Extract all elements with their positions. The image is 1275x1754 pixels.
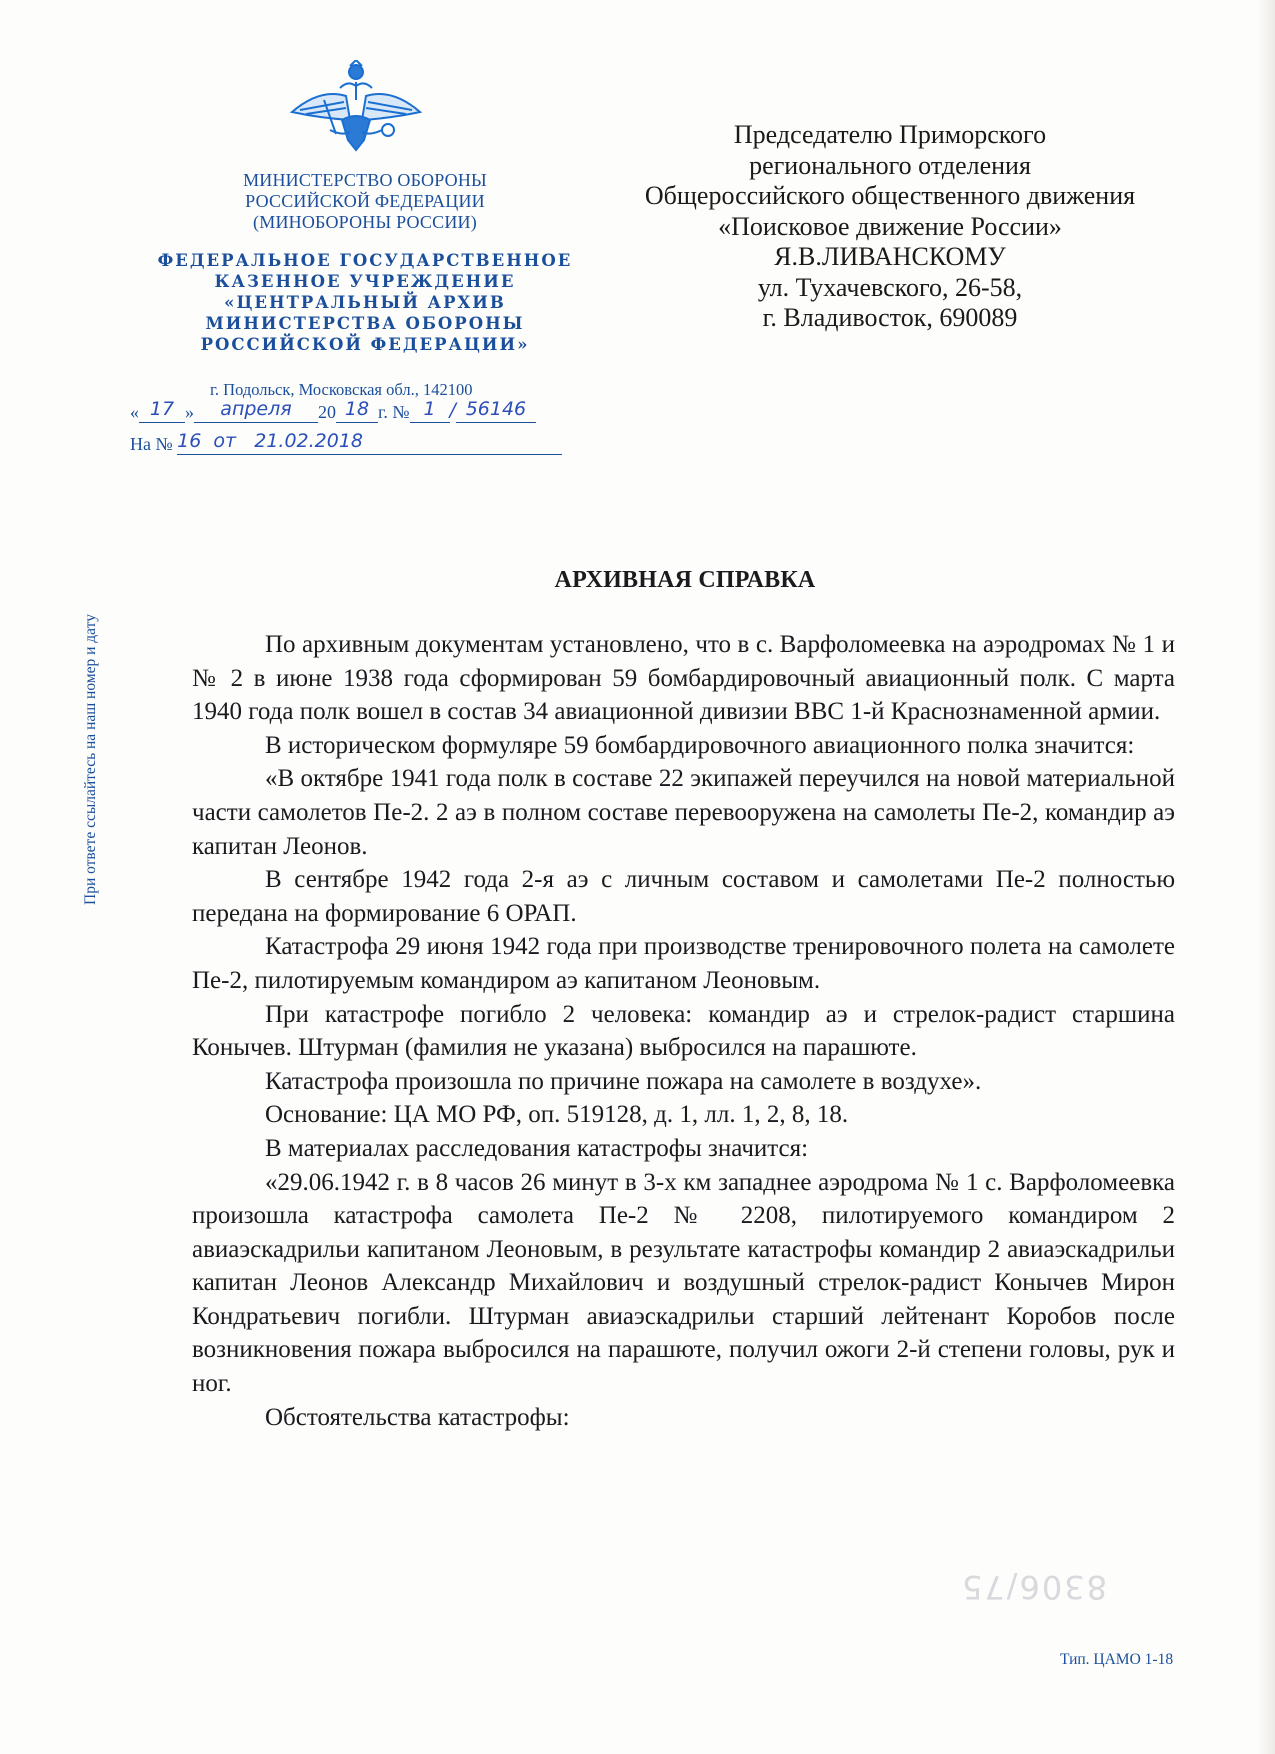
handwritten-year: 18 <box>344 398 370 420</box>
ministry-name <box>170 170 560 233</box>
recipient-line: регионального отделения <box>749 150 1031 180</box>
paragraph: В сентябре 1942 года 2-я аэ с личным составом и самолетами Пе-2 полностью передана на формирование 6 ОРАП. <box>192 866 1175 927</box>
recipient-line: «Поисковое движение России» <box>718 211 1062 241</box>
margin-reply-note: При ответе ссылайтесь на наш номер и дату <box>82 614 99 905</box>
institution-name <box>130 250 600 355</box>
institution-line: МИНИСТЕРСТВА ОБОРОНЫ <box>205 314 525 333</box>
recipient-street: ул. Тухачевского, 26-58, <box>757 272 1023 302</box>
number-field-1 <box>410 400 450 423</box>
institution-line: КАЗЕННОЕ УЧРЕЖДЕНИЕ <box>214 272 516 291</box>
institution-line: ФЕДЕРАЛЬНОЕ ГОСУДАРСТВЕННОЕ <box>157 251 573 270</box>
paragraph: «В октябре 1941 года полк в составе 22 экипажей переучился на новой материальной части самолетов Пе-2. 2 аэ в полном составе перевооружена на самолеты Пе-2, командир аэ капитан Леонов. <box>192 765 1175 860</box>
print-mark: Тип. ЦАМО 1-18 <box>1060 1651 1174 1668</box>
recipient-city: г. Владивосток, 690089 <box>762 303 1018 332</box>
recipient-name: Я.В.ЛИВАНСКОМУ <box>774 242 1006 271</box>
recipient-block <box>600 120 1180 334</box>
ministry-line: МИНИСТЕРСТВО ОБОРОНЫ <box>243 170 487 190</box>
handwritten-day: 17 <box>149 398 175 420</box>
paragraph: Обстоятельства катастрофы: <box>265 1403 570 1431</box>
institution-line: «ЦЕНТРАЛЬНЫЙ АРХИВ <box>224 293 506 312</box>
address-text: г. Подольск, Московская обл., 142100 <box>210 380 473 399</box>
recipient-line: Общероссийского общественного движения <box>644 181 1136 210</box>
reply-label: На № <box>130 434 173 454</box>
handwritten-number-1: 1 <box>423 398 436 420</box>
document-body <box>192 628 1175 1434</box>
month-field <box>194 400 318 423</box>
document-title: АРХИВНАЯ СПРАВКА <box>554 567 816 593</box>
registration-line <box>130 400 600 426</box>
faint-stamp-number: 8306/75 <box>960 1568 1107 1606</box>
paragraph: Катастрофа 29 июня 1942 года при производстве тренировочного полета на самолете Пе-2, пилотируемым командиром аэ капитаном Леоновым. <box>192 933 1175 994</box>
paragraph: «29.06.1942 г. в 8 часов 26 минут в 3-х км западнее аэродрома № 1 с. Варфоломеевка произошла катастрофа самолета Пе-2 № 2208, пилотируемого командиром 2 авиаэскадрильи капитаном Леоновым, в результате катастрофы командир 2 авиаэскадрильи капитан Леонов Александр Михайлович и воздушный стрелок-радист Конычев Мирон Кондратьевич погибли. Штурман авиаэскадрильи старший лейтенант Коробов после возникновения пожара выбросился на парашюте, получил ожоги 2-й степени головы, рук и ног. <box>192 1168 1175 1398</box>
year-field <box>336 400 378 423</box>
basis-reference: Основание: ЦА МО РФ, оп. 519128, д. 1, лл. 1, 2, 8, 18. <box>265 1101 849 1129</box>
ministry-line: (МИНОБОРОНЫ РОССИИ) <box>253 212 477 232</box>
handwritten-number-2: 56146 <box>465 398 527 420</box>
institution-line: РОССИЙСКОЙ ФЕДЕРАЦИИ» <box>200 335 530 354</box>
number-field-2 <box>456 400 536 423</box>
reply-reference-line <box>130 432 600 458</box>
paragraph: По архивным документам установлено, что в с. Варфоломеевка на аэродромах № 1 и № 2 в июне 1938 года сформирован 59 бомбардировочный авиационный полк. С марта 1940 года полк вошел в состав 34 авиационной дивизии ВВС 1-й Краснознаменной армии. <box>192 631 1175 726</box>
recipient-line: Председателю Приморского <box>733 120 1047 149</box>
number-separator: / <box>449 399 456 421</box>
year-prefix: 20 <box>318 402 336 422</box>
day-field <box>139 400 185 423</box>
paragraph: В историческом формуляре 59 бомбардировочного авиационного полка значится: <box>265 731 1135 759</box>
handwritten-reply-ref: 16 от 21.02.2018 <box>177 430 364 452</box>
quote-open: « <box>130 402 139 422</box>
paragraph: В материалах расследования катастрофы значится: <box>265 1134 809 1162</box>
page-edge-shadow <box>1257 0 1275 1754</box>
paragraph: При катастрофе погибло 2 человека: командир аэ и стрелок-радист старшина Конычев. Штурман (фамилия не указана) выбросился на парашюте. <box>192 1000 1175 1062</box>
double-headed-eagle-icon <box>290 60 422 152</box>
paragraph: Катастрофа произошла по причине пожара на самолете в воздухе». <box>265 1067 982 1095</box>
ministry-line: РОССИЙСКОЙ ФЕДЕРАЦИИ <box>245 191 485 211</box>
number-label: г. № <box>378 402 410 422</box>
reply-field <box>177 432 562 455</box>
handwritten-month: апреля <box>220 398 292 420</box>
quote-close: » <box>185 402 194 422</box>
sender-address <box>170 380 650 400</box>
